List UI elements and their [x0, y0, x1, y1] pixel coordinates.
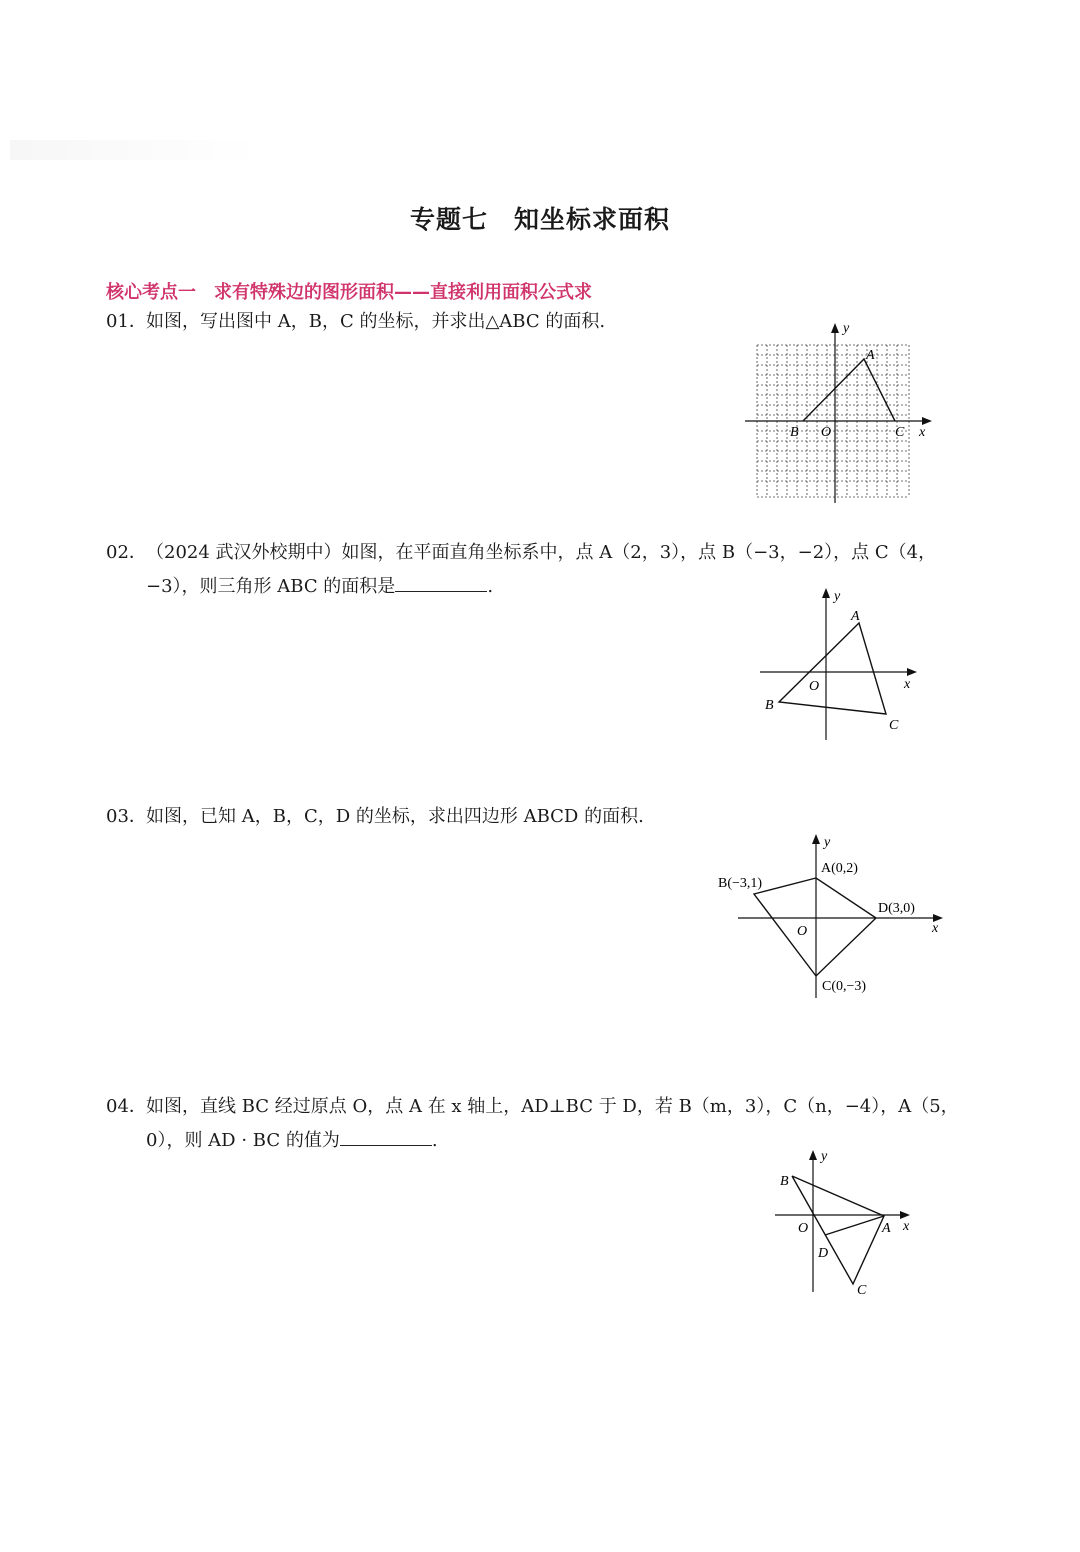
x-axis-arrow: [900, 1211, 910, 1219]
question-text-line1: （2024 武汉外校期中）如图，在平面直角坐标系中，点 A（2，3），点 B（−3，−2），点 C（4，: [146, 542, 937, 563]
x-axis-label: x: [903, 1219, 910, 1234]
label-o: O: [821, 425, 832, 440]
x-axis-label: x: [919, 425, 926, 440]
quadrilateral-abcd: [754, 878, 876, 976]
figure-q1: [740, 315, 950, 515]
label-d: D(3,0): [878, 901, 915, 916]
y-axis-label: y: [824, 835, 831, 850]
label-a: A(0,2): [821, 861, 858, 876]
question-number: 03．: [106, 806, 147, 827]
label-c: C(0,−3): [822, 979, 867, 994]
section-heading: 核心考点一 求有特殊边的图形面积——直接利用面积公式求: [106, 282, 592, 303]
y-axis-label: y: [821, 1149, 828, 1164]
segment-ad: [825, 1216, 884, 1235]
y-axis-arrow: [822, 588, 830, 598]
scan-artifact: [10, 140, 260, 160]
label-b: B: [765, 698, 774, 713]
x-axis-arrow: [907, 668, 917, 676]
question-number: 01．: [106, 311, 147, 332]
label-c: C: [889, 718, 899, 733]
label-b: B: [790, 425, 799, 440]
label-a: A: [866, 348, 875, 363]
label-o: O: [809, 679, 820, 694]
period: .: [487, 576, 494, 597]
question-number: 04．: [106, 1096, 147, 1117]
question-text-line1: 如图，直线 BC 经过原点 O，点 A 在 x 轴上，AD⊥BC 于 D，若 B（m，3），C（n，−4），A（5，: [146, 1096, 959, 1117]
answer-blank[interactable]: [340, 1127, 432, 1146]
label-o: O: [797, 924, 808, 939]
figure-q4: [765, 1142, 925, 1302]
answer-blank[interactable]: [395, 573, 487, 592]
y-axis-label: y: [843, 321, 850, 336]
figure-q3: [710, 826, 950, 1006]
question-number: 02．: [106, 542, 147, 563]
question-text-line2: 0），则 AD · BC 的值为: [146, 1130, 340, 1151]
x-axis-label: x: [904, 677, 911, 692]
label-b: B: [780, 1174, 789, 1189]
label-o: O: [798, 1221, 809, 1236]
y-axis-arrow: [812, 834, 820, 844]
question-text-line2: −3），则三角形 ABC 的面积是: [146, 576, 396, 597]
label-c: C: [857, 1283, 867, 1298]
label-b: B(−3,1): [718, 876, 763, 891]
question-text: 如图，已知 A，B，C，D 的坐标，求出四边形 ABCD 的面积.: [146, 806, 644, 827]
y-axis-label: y: [834, 589, 841, 604]
page-title: 专题七 知坐标求面积: [409, 205, 670, 234]
triangle-abc: [779, 623, 886, 714]
x-axis-arrow: [922, 417, 932, 425]
label-a: A: [851, 609, 860, 624]
period: .: [431, 1130, 438, 1151]
y-axis-arrow: [809, 1150, 817, 1160]
y-axis-arrow: [831, 323, 839, 333]
label-a: A: [882, 1221, 891, 1236]
figure-q2: [750, 580, 930, 750]
x-axis-label: x: [932, 921, 939, 936]
question-text: 如图，写出图中 A，B，C 的坐标，并求出△ABC 的面积.: [146, 311, 606, 332]
label-c: C: [895, 425, 905, 440]
label-d: D: [818, 1246, 829, 1261]
